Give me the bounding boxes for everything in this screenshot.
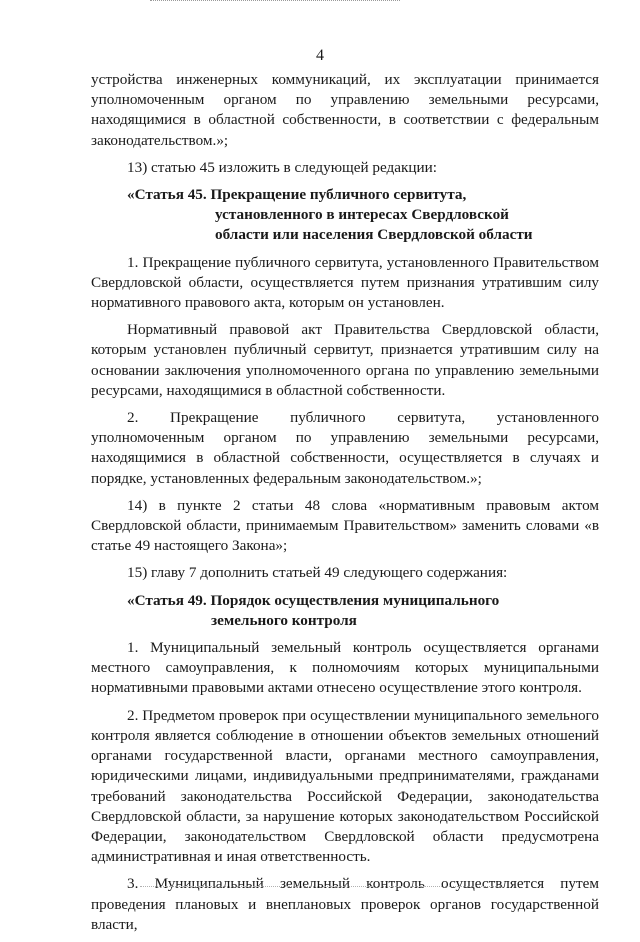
page-number: 4 [316, 47, 324, 64]
article-49-paragraph: 2. Предметом проверок при осуществлении муниципального земельного контроля является соблюдение в отношении объектов земельных отношений органами государственной власти, органами местного самоуправления, юридическими лицами, индивидуальными предпринимателями, гражданами требований законодательства Российской Федерации, законодательства Свердловской области, за нарушение которых законодательством Российской Федерации, законодательством Свердловской области предусмотрена административная и иная ответственность. [91, 706, 599, 866]
paragraph-item-14: 14) в пункте 2 статьи 48 слова «нормативным правовым актом Свердловской области, принимаемым Правительством» заменить словами «в статье 49 настоящего Закона»; [91, 496, 599, 555]
article-49-heading [91, 591, 599, 631]
article-45-paragraph: 2. Прекращение публичного сервитута, установленного уполномоченным органом по управлению земельными ресурсами, находящимися в областной собственности, осуществляется в случаях и порядке, установленных федеральным законодательством.»; [91, 409, 599, 487]
scan-artifact-bottom [140, 886, 500, 888]
article-45-heading [91, 185, 599, 246]
article-49-title-line2: земельного контроля [211, 611, 357, 629]
article-45-paragraph: 1. Прекращение публичного сервитута, установленного Правительством Свердловской области, осуществляется путем признания утратившим силу нормативного правового акта, которым он установлен. [91, 253, 599, 312]
article-49-paragraph: 1. Муниципальный земельный контроль осуществляется органами местного самоуправления, к полномочиям которых муниципальными нормативными правовыми актами отнесено осуществление этого контроля. [91, 639, 599, 697]
article-45-title-line1: «Статья 45. Прекращение публичного сервитута, [127, 186, 467, 204]
paragraph-item-13: 13) статью 45 изложить в следующей редакции: [127, 158, 437, 176]
paragraph-continuation: устройства инженерных коммуникаций, их эксплуатации принимается уполномоченным органом по управлению земельными ресурсами, находящимися в областной собственности, в соответствии с федеральным законодательством.»; [91, 71, 599, 149]
article-49-title-line1: «Статья 49. Порядок осуществления муниципального [127, 591, 500, 609]
article-49-paragraph: 3. Муниципальный земельный контроль осуществляется путем проведения плановых и внеплановых проверок органов государственной власти, [91, 875, 599, 933]
document-body [91, 70, 599, 942]
article-45-title-line3: области или населения Свердловской области [215, 226, 533, 244]
paragraph-item-15: 15) главу 7 дополнить статьей 49 следующего содержания: [127, 564, 508, 582]
scan-artifact-top [150, 0, 400, 4]
article-45-paragraph: Нормативный правовой акт Правительства Свердловской области, которым установлен публичный сервитут, признается утратившим силу на основании заключения уполномоченного органа по управлению земельными ресурсами, находящимися в областной собственности. [91, 321, 599, 399]
article-45-title-line2: установленного в интересах Свердловской [215, 206, 509, 224]
